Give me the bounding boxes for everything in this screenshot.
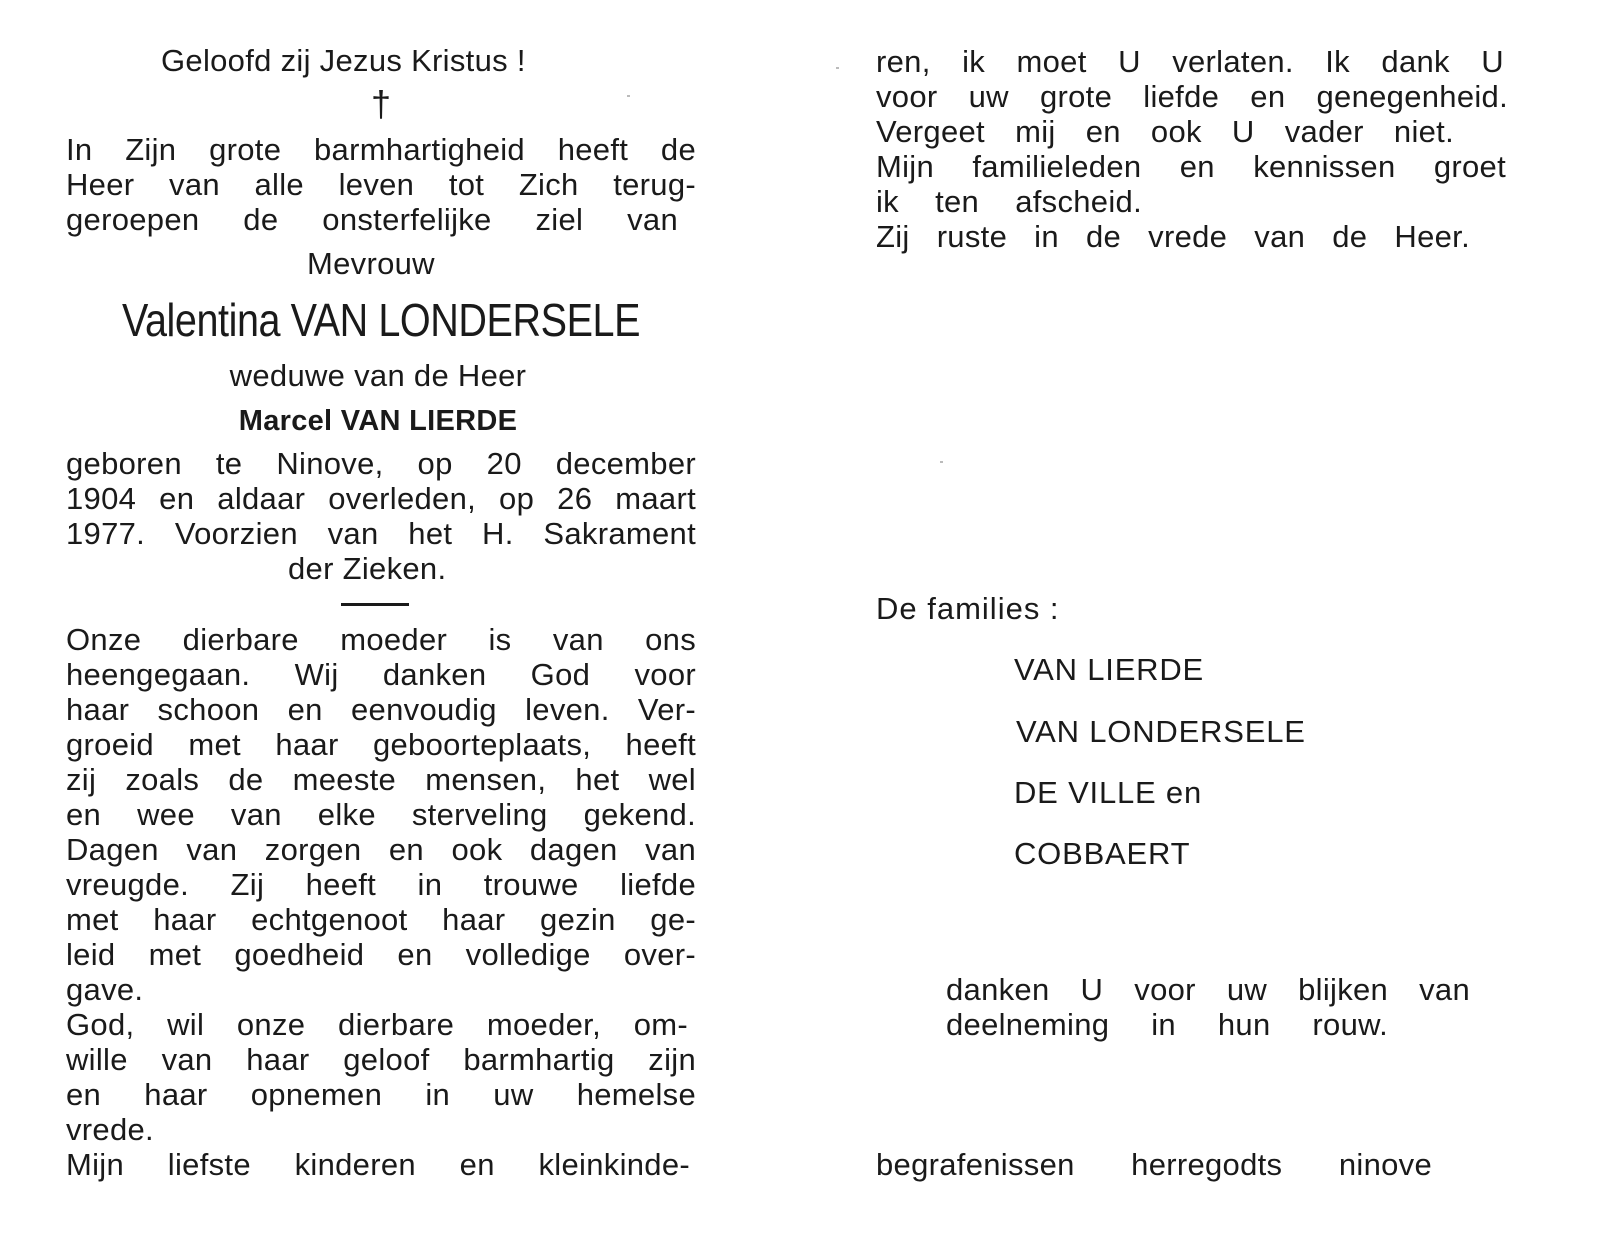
scan-speck [940, 461, 943, 463]
tribute-line-6: en wee van elke sterveling gekend. [66, 797, 696, 832]
undertaker-line: begrafenissen herregodts ninove [876, 1147, 1432, 1182]
birth-line-3: 1977. Voorzien van het H. Sakrament [66, 516, 696, 551]
tribute-line-3: haar schoon en eenvoudig leven. Ver- [66, 692, 696, 727]
family-cobbaert: COBBAERT [1014, 836, 1191, 871]
prayer-line-1: God, wil onze dierbare moeder, om- [66, 1007, 688, 1042]
birth-line-2: 1904 en aldaar overleden, op 26 maart [66, 481, 696, 516]
farewell-line-7: Zij ruste in de vrede van de Heer. [876, 219, 1470, 254]
scan-speck [836, 67, 839, 69]
farewell-line-4: Vergeet mij en ook U vader niet. [876, 114, 1454, 149]
widow-line: weduwe van de Heer [229, 358, 527, 393]
farewell-line-1: Mijn liefste kinderen en kleinkinde- [66, 1147, 690, 1182]
deceased-name: Valentina VAN LONDERSELE [121, 294, 641, 346]
farewell-line-2: ren, ik moet U verlaten. Ik dank U [876, 44, 1504, 79]
birth-line-4: der Zieken. [288, 551, 447, 586]
family-van-lierde: VAN LIERDE [1014, 652, 1205, 687]
tribute-line-9: met haar echtgenoot haar gezin ge- [66, 902, 696, 937]
family-de-ville: DE VILLE en [1014, 775, 1203, 810]
tribute-line-5: zij zoals de meeste mensen, het wel [66, 762, 696, 797]
divider [341, 603, 409, 606]
tribute-line-1: Onze dierbare moeder is van ons [66, 622, 696, 657]
birth-line-1: geboren te Ninove, op 20 december [66, 446, 696, 481]
husband-name: Marcel VAN LIERDE [238, 405, 518, 437]
intro-line-1: In Zijn grote barmhartigheid heeft de [66, 132, 696, 167]
family-van-londersele: VAN LONDERSELE [1016, 714, 1306, 749]
intro-line-2: Heer van alle leven tot Zich terug- [66, 167, 696, 202]
thanks-line-1: danken U voor uw blijken van [946, 972, 1470, 1007]
tribute-line-7: Dagen van zorgen en ook dagen van [66, 832, 696, 867]
prayer-line-4: vrede. [66, 1112, 154, 1147]
farewell-line-5: Mijn familieleden en kennissen groet [876, 149, 1506, 184]
thanks-line-2: deelneming in hun rouw. [946, 1007, 1388, 1042]
cross-icon: † [370, 83, 392, 124]
opening-line: Geloofd zij Jezus Kristus ! [161, 43, 526, 78]
families-heading: De families : [876, 591, 1060, 626]
tribute-line-11: gave. [66, 972, 144, 1007]
tribute-line-8: vreugde. Zij heeft in trouwe liefde [66, 867, 696, 902]
title-mevrouw: Mevrouw [307, 246, 435, 281]
tribute-line-2: heengegaan. Wij danken God voor [66, 657, 696, 692]
prayer-line-2: wille van haar geloof barmhartig zijn [66, 1042, 696, 1077]
intro-line-3: geroepen de onsterfelijke ziel van [66, 202, 678, 237]
tribute-line-10: leid met goedheid en volledige over- [66, 937, 696, 972]
scan-speck [627, 95, 630, 97]
prayer-line-3: en haar opnemen in uw hemelse [66, 1077, 696, 1112]
farewell-line-6: ik ten afscheid. [876, 184, 1142, 219]
farewell-line-3: voor uw grote liefde en genegenheid. [876, 79, 1508, 114]
tribute-line-4: groeid met haar geboorteplaats, heeft [66, 727, 696, 762]
